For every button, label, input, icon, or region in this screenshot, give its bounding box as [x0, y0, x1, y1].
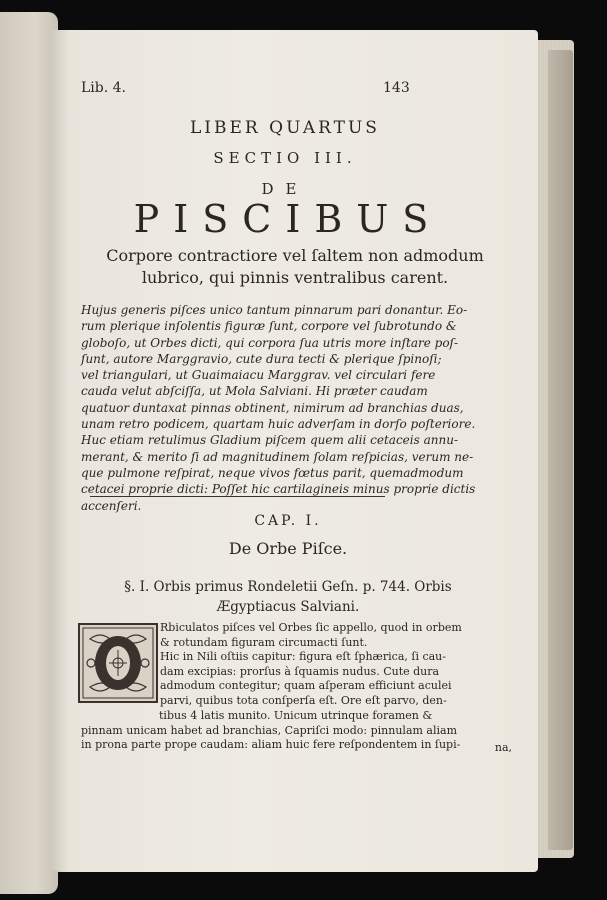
book-heading: LIBER QUARTUS: [190, 118, 380, 138]
subtitle-line: Corpore contractiore vel ſaltem non admodum: [106, 246, 484, 265]
body-line: in prona parte prope caudam: aliam huic fere reſpondentem in ſupi-: [81, 738, 461, 751]
body-text-beside-initial: [160, 621, 512, 708]
intro-line: que pulmone reſpirat, neque vivos fœtus parit, quemadmodum: [81, 465, 464, 480]
intro-line: ſunt, autore Marggravio, cute dura tecti & plerique ſpinoſi;: [81, 351, 442, 366]
subtitle: [80, 245, 510, 289]
body-line: tibus 4 latis munito. Unicum utrinque foramen &: [159, 709, 433, 722]
intro-line: accenſeri.: [81, 498, 142, 513]
intro-line: merant, & merito ſi ad magnitudinem ſolam reſpicias, verum ne-: [81, 449, 474, 464]
intro-paragraph: [81, 302, 503, 514]
body-line: admodum contegitur; quam aſperam efficiunt aculei: [160, 679, 452, 692]
intro-line: cauda velut abſciſſa, ut Mola Salviani. Hi præter caudam: [81, 384, 428, 399]
body-line: pinnam unicam habet ad branchias, Capriſci modo: pinnulam aliam: [81, 723, 458, 737]
section-heading: SECTIO III.: [213, 149, 357, 167]
intro-line: unam retro podicem, quartam huic adverſam in dorſo poſteriore.: [81, 417, 476, 432]
book-page: [50, 30, 538, 872]
body-line: & rotundam figuram circumacti ſunt.: [160, 635, 368, 649]
intro-line: Hujus generis piſces unico tantum pinnarum pari donantur. Eo-: [81, 303, 468, 317]
intro-line: cetacei proprie dicti: Poſſet hic cartilagineis minus proprie dictis: [81, 482, 476, 497]
de-heading: DE: [261, 180, 309, 198]
intro-line: vel triangulari, ut Guaimaiacu Marggrav. vel circulari fere: [81, 368, 436, 383]
intro-line: Huc etiam retulimus Gladium piſcem quem alii cetaceis annu-: [81, 433, 458, 448]
body-line: dam excipias: prorſus à ſquamis nudus. Cute dura: [160, 664, 440, 678]
chapter-title: De Orbe Piſce.: [228, 539, 348, 558]
body-line: Hic in Nili oſtiis capitur: figura eſt ſphærica, ſi cau-: [160, 650, 446, 663]
book-cover-edge: [548, 50, 573, 850]
catchword: na,: [494, 741, 512, 754]
subtitle-line: lubrico, qui pinnis ventralibus carent.: [141, 268, 449, 287]
section-line: Ægyptiacus Salviani.: [216, 599, 360, 615]
section-line: §. I. Orbis primus Rondeletii Geſn. p. 744. Orbis: [124, 579, 452, 595]
intro-line: rum plerique inſolentis figuræ ſunt, corpore vel ſubrotundo &: [81, 319, 457, 334]
running-head: Lib. 4.: [81, 80, 126, 96]
section-heading-1: [50, 577, 526, 617]
body-line: Rbiculatos piſces vel Orbes ſic appello, quod in orbem: [160, 621, 462, 634]
page-number: 143: [383, 80, 410, 96]
decorated-initial-o-icon: [78, 623, 158, 703]
intro-line: globoſo, ut Orbes dicti, qui corpora ſua utris more inſtare poſ-: [81, 335, 459, 350]
main-title: PISCIBUS: [133, 197, 443, 241]
body-line: parvi, quibus tota conſperſa eſt. Ore eſt parvo, den-: [160, 693, 447, 707]
intro-line: quatuor duntaxat pinnas obtinent, nimirum ad branchias duas,: [81, 400, 464, 415]
horizontal-rule: [90, 496, 385, 497]
chapter-number: CAP. I.: [254, 513, 322, 529]
